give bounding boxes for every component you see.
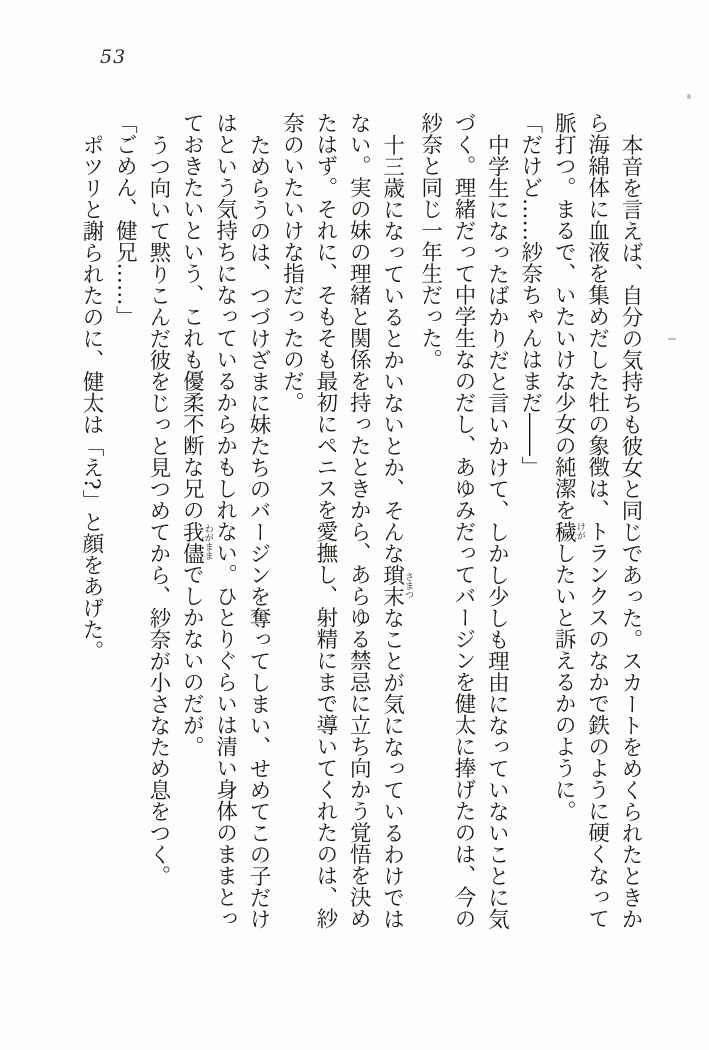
paragraph: 十三歳になっているとかいないとか、そんな瑣末さまつなことが気になっているわけではない。実の妹の理緒と関係を持ったときから、あらゆる禁忌に立ち向かう覚悟を決めたはず。それに、そもそも最初にペニスを愛撫し、射精にまで導いてくれたのは、紗奈のいたいけな指だったのだ。 — [279, 112, 414, 929]
paragraph: 「だけど……紗奈ちゃんはまだ――」 — [517, 112, 543, 478]
furigana-ruby: 我儘わがまま — [179, 520, 213, 564]
page-number: 53 — [100, 46, 127, 68]
paragraph: うつ向いて黙りこんだ彼をじっと見つめてから、紗奈が小さなため息をつく。 — [145, 133, 171, 886]
paragraph: ためらうのは、つづけざまに妹たちのバージンを奪ってしまい、せめてこの子だけはという気持ちになっているからかもしれない。ひとりぐらいは清い身体のままとっておきたいという、これも優柔不断な兄の我儘わがままでしかないのだが。 — [179, 112, 272, 929]
paragraph: ポツリと謝られたのに、健太は「え?」と顔をあげた。 — [79, 133, 104, 662]
paragraph: 「ごめん、健兄……」 — [112, 112, 138, 327]
paragraph: 本音を言えば、自分の気持ちも彼女と同じであった。スカートをめくられたときから海綿体に血液を集めだした牡の象徴は、トランクスのなかで鉄のように硬くなって脈打つ。まるで、いたいけな少女の純潔を穢けがしたいと訴えるかのように。 — [551, 112, 643, 929]
furigana-ruby: 瑣末さまつ — [379, 563, 414, 607]
scan-speck — [668, 338, 676, 340]
vertical-text-block — [75, 112, 647, 933]
furigana-ruby: 穢けが — [551, 520, 585, 542]
paragraph: 中学生になったばかりだと言いかけて、しかし少しも理由になっていないことに気づく。理緒だって中学生なのだし、あゆみだってバージンを健太に捧げたのは、今の紗奈と同じ一年生だった。 — [417, 112, 510, 929]
scan-speck — [687, 94, 691, 99]
